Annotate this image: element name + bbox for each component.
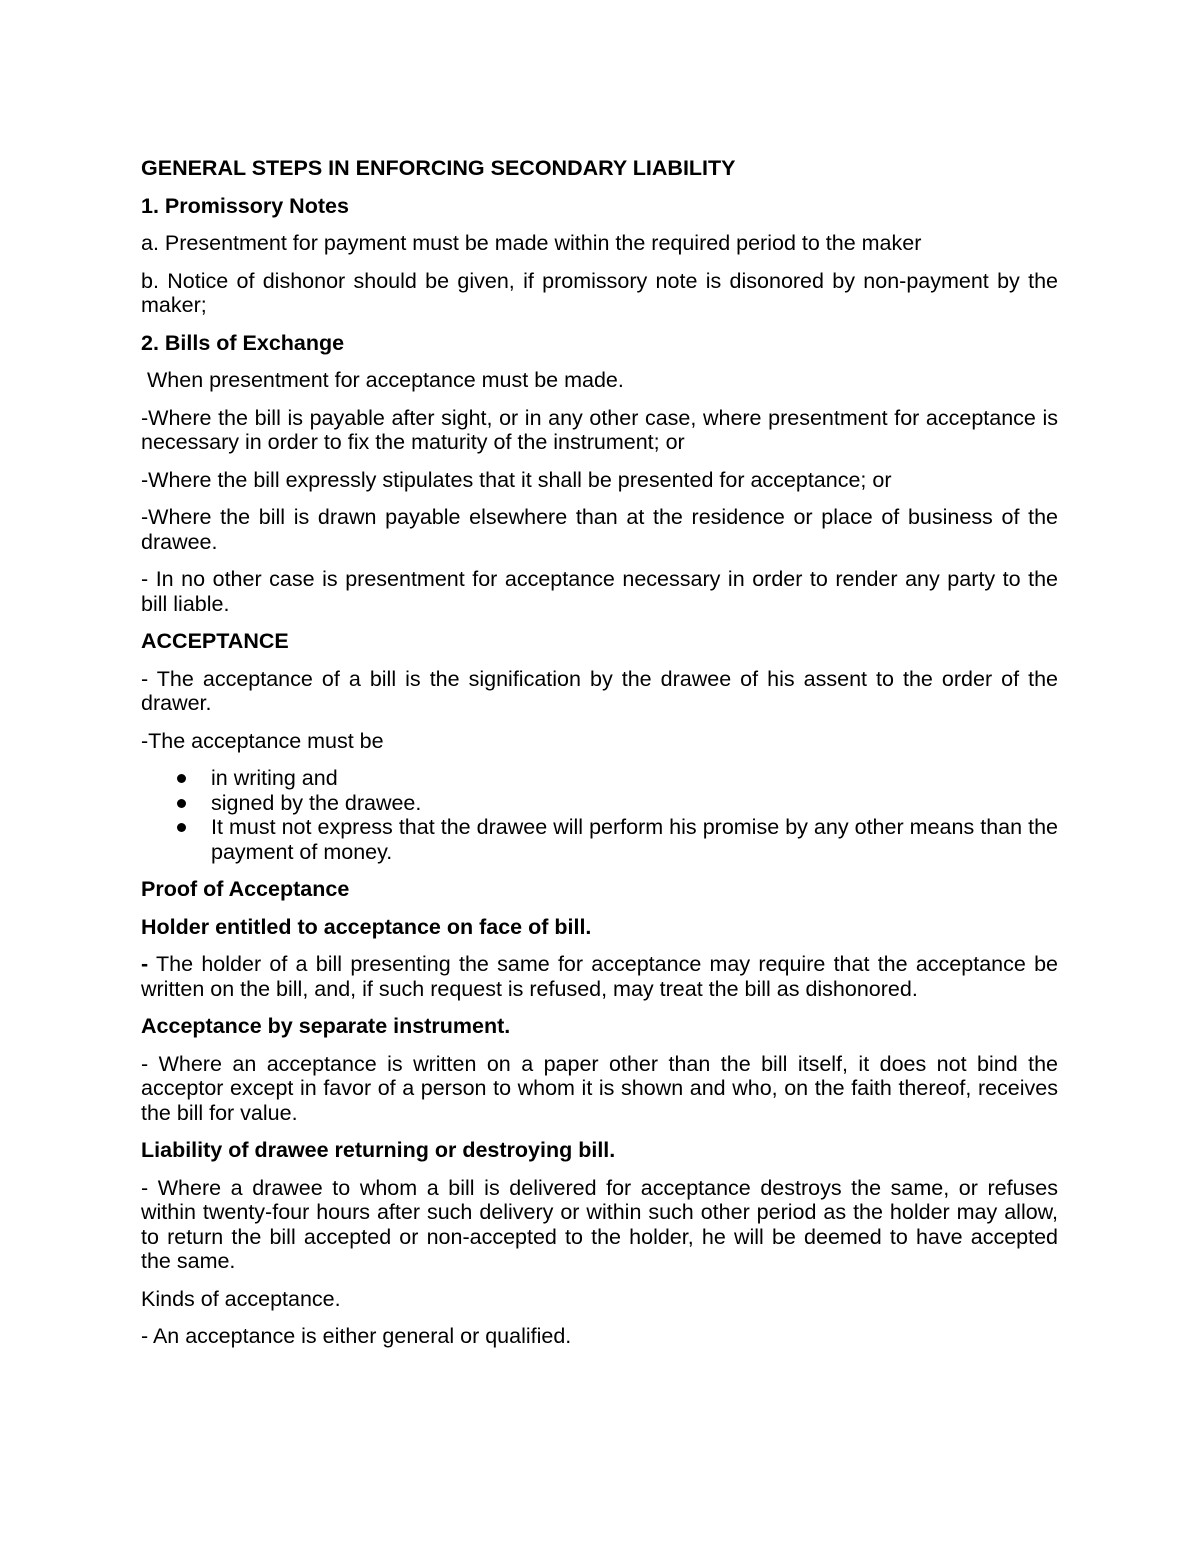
paragraph-payable-after-sight: -Where the bill is payable after sight, or in any other case, where presentment for acceptance is necessary in order to fix the maturity of the instrument; or — [141, 405, 1058, 454]
list-item-text: It must not express that the drawee will perform his promise by any other means than the payment of money. — [211, 815, 1058, 864]
paragraph-notice-dishonor: b. Notice of dishonor should be given, if promissory note is disonored by non-payment by the maker; — [141, 268, 1058, 317]
subheading-liability-of-drawee: Liability of drawee returning or destroying bill. — [141, 1138, 616, 1162]
bullet-icon — [177, 823, 186, 832]
subheading-separate-instrument: Acceptance by separate instrument. — [141, 1014, 511, 1038]
bold-dash: - — [141, 952, 149, 976]
paragraph-expressly-stipulates: -Where the bill expressly stipulates that it shall be presented for acceptance; or — [141, 467, 892, 492]
list-item — [141, 791, 1058, 816]
list-item-text: in writing and — [211, 766, 338, 790]
bullet-icon — [177, 774, 186, 783]
paragraph-presentment-intro: When presentment for acceptance must be made. — [147, 368, 624, 392]
acceptance-requirements-list — [141, 766, 1058, 864]
bullet-icon — [177, 799, 186, 808]
subheading-kinds-of-acceptance: Kinds of acceptance. — [141, 1286, 341, 1311]
document-title: GENERAL STEPS IN ENFORCING SECONDARY LIABILITY — [141, 156, 736, 180]
paragraph-no-other-case: - In no other case is presentment for acceptance necessary in order to render any party to the bill liable. — [141, 567, 1058, 616]
paragraph-presentment-payment: a. Presentment for payment must be made within the required period to the maker — [141, 231, 922, 255]
document-page — [141, 156, 1058, 1362]
paragraph-text: The holder of a bill presenting the same for acceptance may require that the acceptance be written on the bill, and, if such request is refused, may treat the bill as dishonored. — [141, 952, 1058, 1001]
subheading-holder-entitled: Holder entitled to acceptance on face of bill. — [141, 914, 592, 939]
paragraph-payable-elsewhere: -Where the bill is drawn payable elsewhere than at the residence or place of business of the drawee. — [141, 505, 1058, 554]
list-item-text: signed by the drawee. — [211, 790, 422, 815]
section-heading-bills-of-exchange: 2. Bills of Exchange — [141, 330, 345, 355]
list-item — [141, 766, 1058, 791]
paragraph-acceptance-must-be: -The acceptance must be — [141, 728, 384, 753]
list-item — [141, 815, 1058, 864]
section-heading-promissory-notes: 1. Promissory Notes — [141, 193, 349, 218]
paragraph-kinds-of-acceptance: - An acceptance is either general or qualified. — [141, 1324, 572, 1348]
paragraph-acceptance-definition: - The acceptance of a bill is the signification by the drawee of his assent to the order of the drawer. — [141, 666, 1058, 715]
section-heading-acceptance: ACCEPTANCE — [141, 629, 289, 653]
section-heading-proof-of-acceptance: Proof of Acceptance — [141, 877, 350, 901]
paragraph-liability-of-drawee: - Where a drawee to whom a bill is delivered for acceptance destroys the same, or refuses within twenty-four hours after such delivery or within such other period as the holder may allow, to return the bill accepted or non-accepted to the holder, he will be deemed to have accepted the same. — [141, 1175, 1058, 1273]
paragraph-separate-instrument: - Where an acceptance is written on a paper other than the bill itself, it does not bind the acceptor except in favor of a person to whom it is shown and who, on the faith thereof, receives the bill for value. — [141, 1051, 1058, 1125]
paragraph-holder-of-bill — [141, 952, 1058, 1001]
